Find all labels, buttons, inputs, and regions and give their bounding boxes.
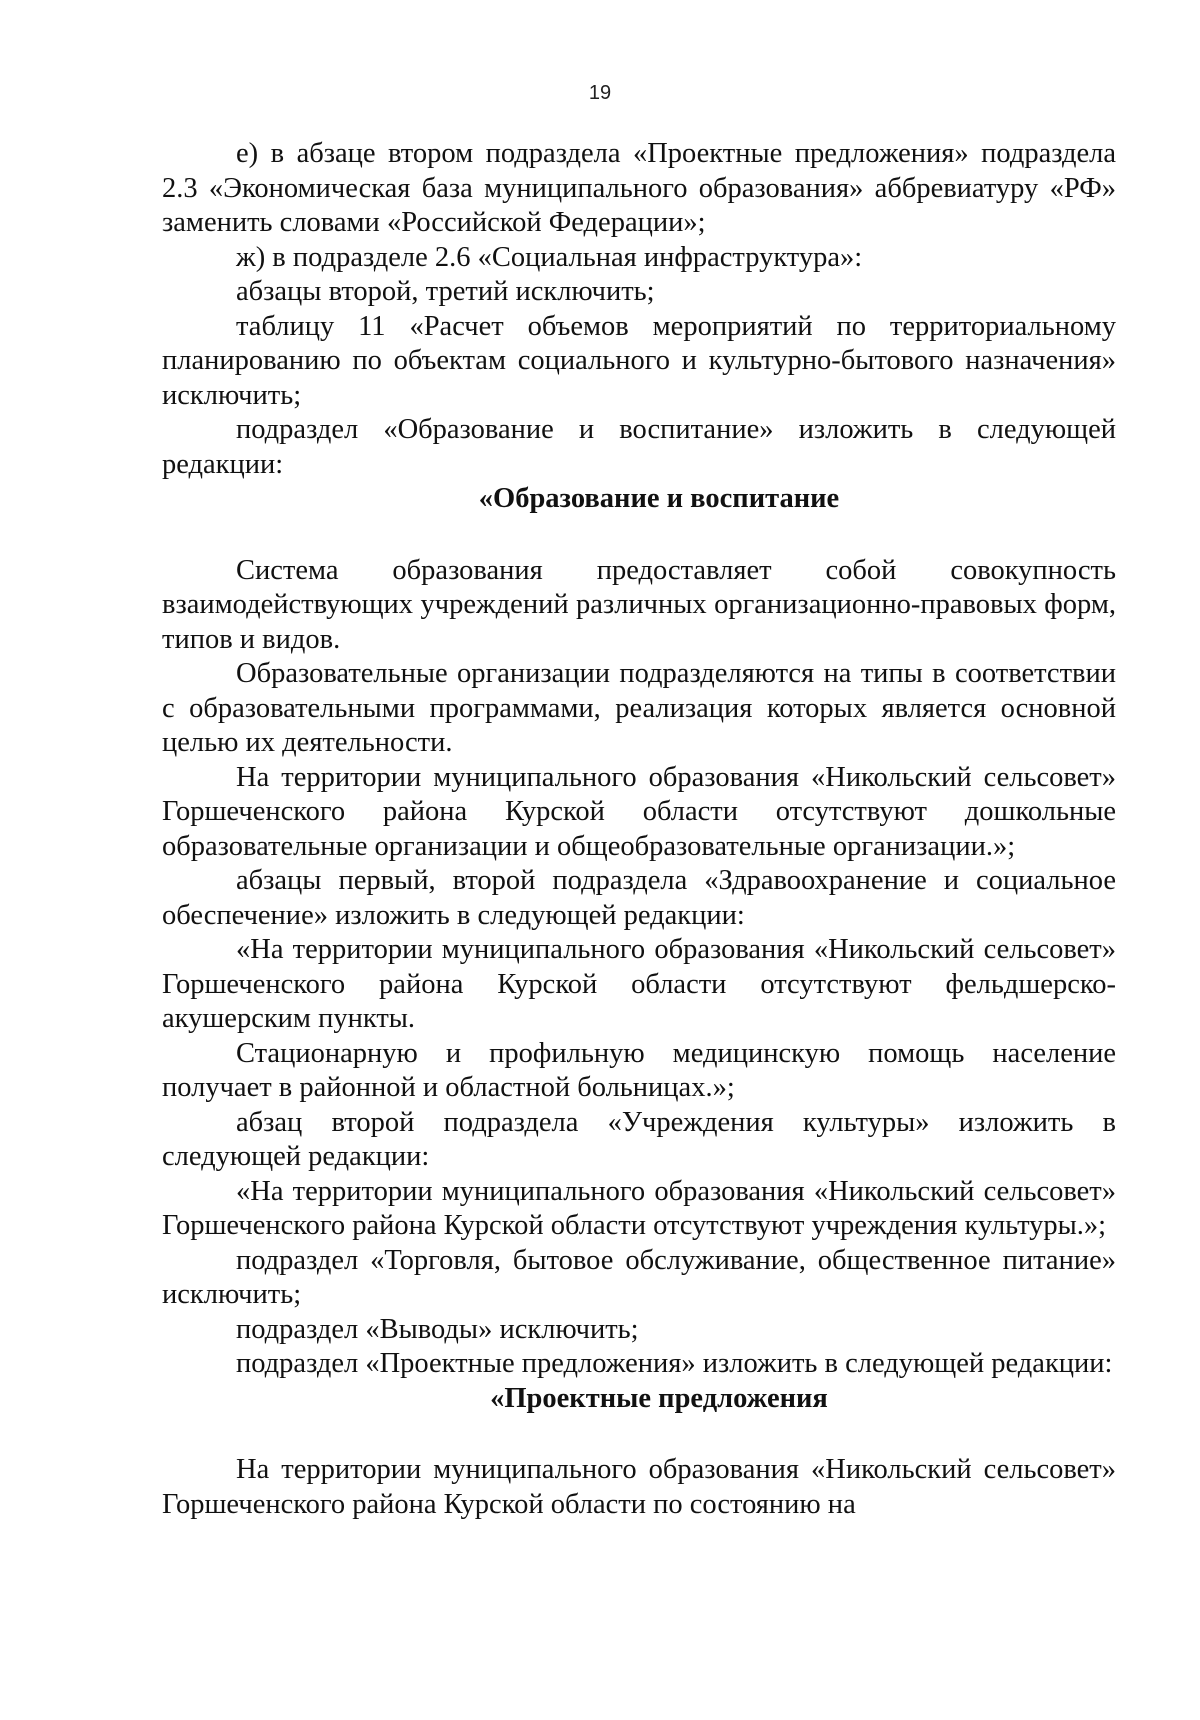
- paragraph-education-types: Образовательные организации подразделяются на типы в соответствии с образовательными программами, реализация которых является основной целью их деятельности.: [162, 658, 1116, 758]
- paragraph-territory-status: На территории муниципального образования «Никольский сельсовет» Горшеченского района Курской области по состоянию на: [162, 1454, 1116, 1520]
- heading-spacer: [162, 1416, 1116, 1453]
- paragraph-no-schools: На территории муниципального образования «Никольский сельсовет» Горшеченского района Курской области отсутствуют дошкольные образовательные организации и общеобразовательные организации.»;: [162, 761, 1116, 862]
- paragraph-hospital-care: Стационарную и профильную медицинскую помощь население получает в районной и областной больницах.»;: [162, 1037, 1116, 1103]
- paragraph-delete-table-11: таблицу 11 «Расчет объемов мероприятий по территориальному планированию по объектам социального и культурно-бытового назначения» исключить;: [162, 310, 1116, 411]
- paragraph-healthcare-new-wording: абзацы первый, второй подраздела «Здравоохранение и социальное обеспечение» изложить в следующей редакции:: [162, 865, 1116, 931]
- paragraph-proposals-new-wording: подраздел «Проектные предложения» изложить в следующей редакции:: [236, 1348, 1113, 1379]
- heading-education: «Образование и воспитание: [478, 483, 840, 514]
- heading-proposals: «Проектные предложения: [490, 1382, 828, 1414]
- paragraph-culture-new-wording: абзац второй подраздела «Учреждения культуры» изложить в следующей редакции:: [162, 1106, 1116, 1172]
- paragraph-education-system: Система образования предоставляет собой совокупность взаимодействующих учреждений различных организационно-правовых форм, типов и видов.: [162, 554, 1116, 655]
- paragraph-social-infrastructure-intro: ж) в подразделе 2.6 «Социальная инфраструктура»:: [236, 241, 863, 273]
- paragraph-no-medical-points: «На территории муниципального образования «Никольский сельсовет» Горшеченского района Курской области отсутствуют фельдшерско-акушерским пункты.: [162, 934, 1116, 1034]
- paragraph-delete-second-third: абзацы второй, третий исключить;: [236, 276, 655, 307]
- paragraph-delete-conclusions: подраздел «Выводы» исключить;: [236, 1313, 639, 1345]
- paragraph-abbreviation-change: е) в абзаце втором подраздела «Проектные предложения» подраздела 2.3 «Экономическая база муниципального образования» аббревиатуру «РФ» заменить словами «Российской Федерации»;: [162, 138, 1116, 238]
- paragraph-delete-trade: подраздел «Торговля, бытовое обслуживание, общественное питание» исключить;: [162, 1244, 1116, 1310]
- paragraph-no-culture: «На территории муниципального образования «Никольский сельсовет» Горшеченского района Курской области отсутствуют учреждения культуры.»;: [162, 1175, 1116, 1241]
- heading-spacer: [162, 517, 1116, 554]
- document-body: [162, 137, 1116, 1522]
- paragraph-education-new-wording: подраздел «Образование и воспитание» изложить в следующей редакции:: [162, 414, 1116, 480]
- page-number: 19: [588, 82, 612, 104]
